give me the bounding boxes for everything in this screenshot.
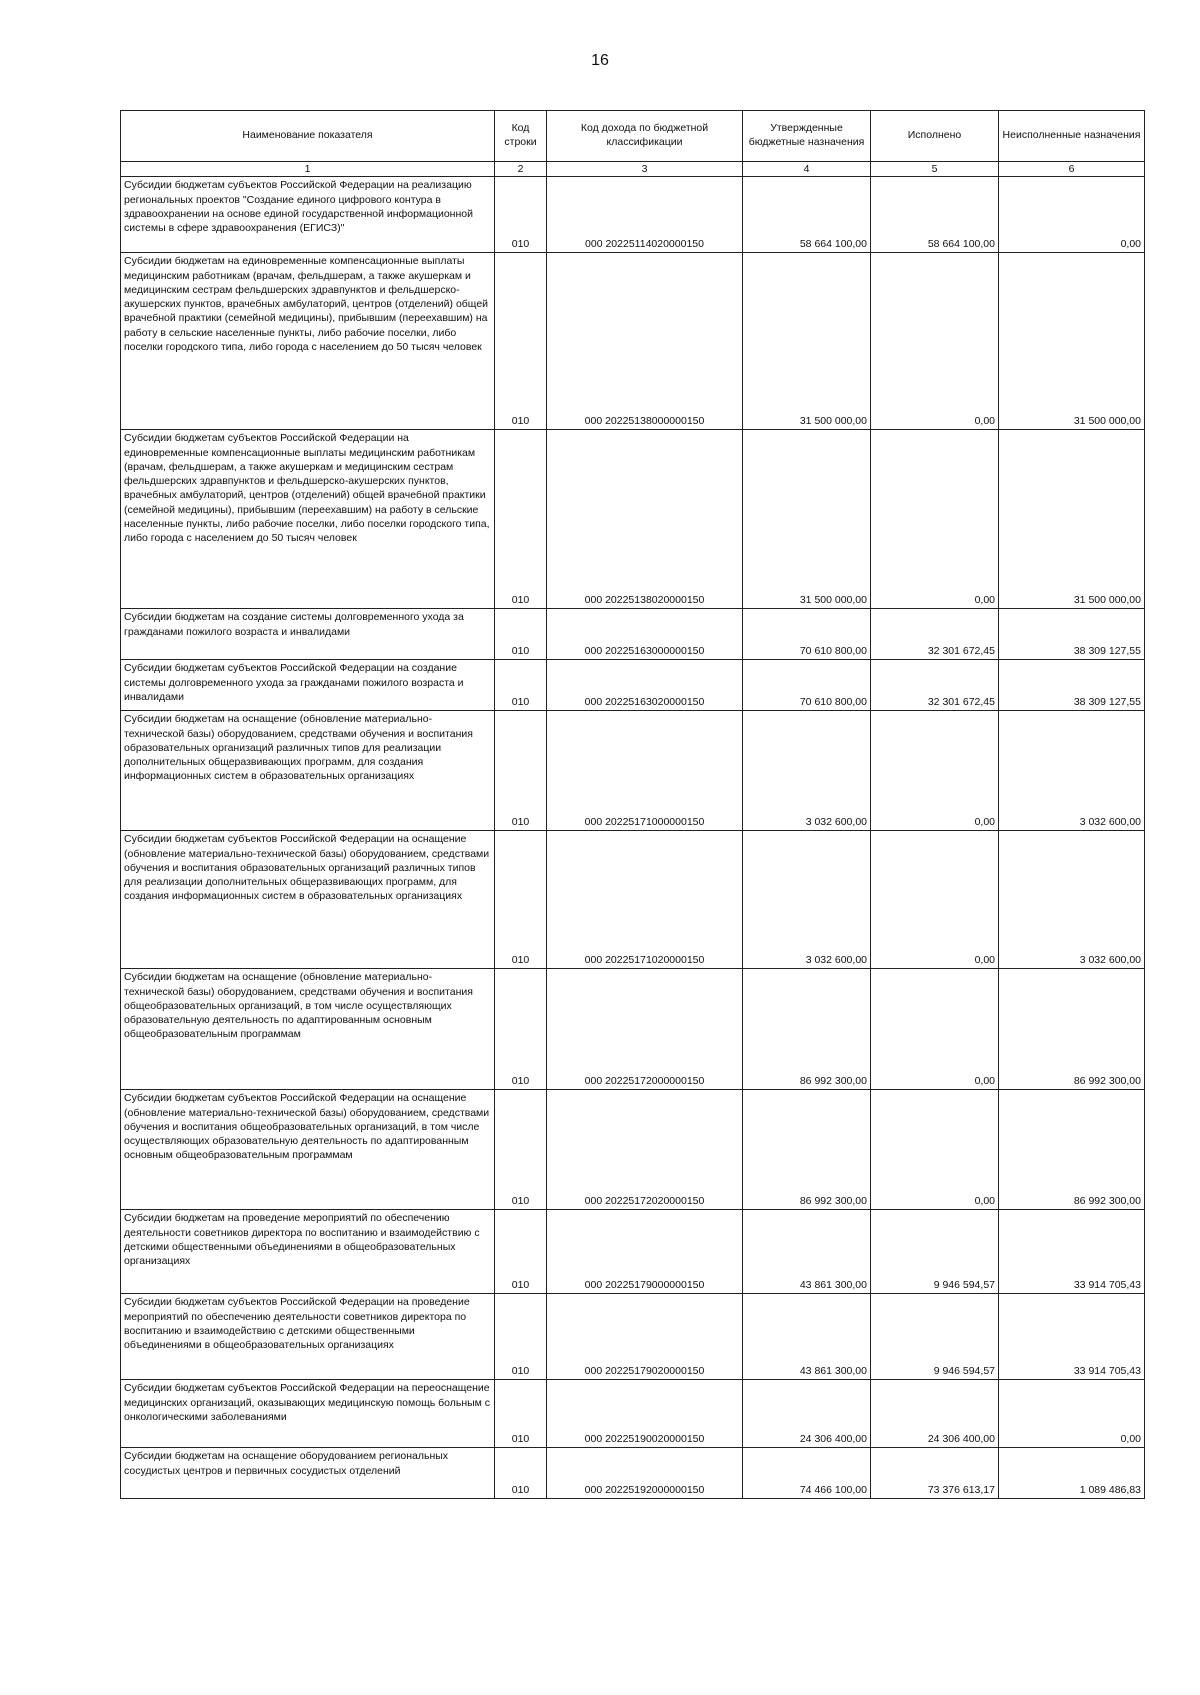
approved-cell: 3 032 600,00 — [743, 831, 871, 969]
line-code-cell: 010 — [495, 660, 547, 711]
table-row — [121, 1294, 1145, 1380]
line-code-cell: 010 — [495, 430, 547, 609]
executed-cell: 0,00 — [871, 969, 999, 1090]
unexecuted-cell: 31 500 000,00 — [999, 430, 1145, 609]
line-code-cell: 010 — [495, 711, 547, 831]
income-code-cell: 000 20225179000000150 — [547, 1210, 743, 1294]
line-code-cell: 010 — [495, 969, 547, 1090]
income-code-cell: 000 20225163000000150 — [547, 609, 743, 660]
executed-cell: 0,00 — [871, 831, 999, 969]
table-row — [121, 1380, 1145, 1448]
unexecuted-cell: 1 089 486,83 — [999, 1448, 1145, 1499]
unexecuted-cell: 33 914 705,43 — [999, 1210, 1145, 1294]
indicator-name-cell: Субсидии бюджетам субъектов Российской Федерации на оснащение (обновление материально-технической базы) оборудованием, средствами обучения и воспитания общеобразовательных организаций, в том числе осуществляющих образовательную деятельность по адаптированным основным общеобразовательным программам — [121, 1090, 495, 1210]
income-code-cell: 000 20225163020000150 — [547, 660, 743, 711]
unexecuted-cell: 33 914 705,43 — [999, 1294, 1145, 1380]
income-code-cell: 000 20225171000000150 — [547, 711, 743, 831]
income-code-cell: 000 20225192000000150 — [547, 1448, 743, 1499]
approved-cell: 86 992 300,00 — [743, 969, 871, 1090]
page-number: 16 — [591, 52, 609, 69]
line-code-cell: 010 — [495, 1380, 547, 1448]
executed-cell: 58 664 100,00 — [871, 177, 999, 253]
column-number-row — [121, 162, 1145, 177]
approved-cell: 43 861 300,00 — [743, 1294, 871, 1380]
executed-cell: 9 946 594,57 — [871, 1294, 999, 1380]
header-line-code: Код строки — [495, 111, 547, 162]
line-code-cell: 010 — [495, 609, 547, 660]
unexecuted-cell: 0,00 — [999, 177, 1145, 253]
approved-cell: 3 032 600,00 — [743, 711, 871, 831]
line-code-cell: 010 — [495, 1090, 547, 1210]
column-number: 1 — [121, 162, 495, 177]
table-row — [121, 1448, 1145, 1499]
indicator-name-cell: Субсидии бюджетам субъектов Российской Федерации на проведение мероприятий по обеспечению деятельности советников директора по воспитанию и взаимодействию с детскими общественными объединениями в общеобразовательных организациях — [121, 1294, 495, 1380]
executed-cell: 0,00 — [871, 1090, 999, 1210]
indicator-name-cell: Субсидии бюджетам на оснащение (обновление материально-технической базы) оборудованием, средствами обучения и воспитания образовательных организаций различных типов для реализации дополнительных общеразвивающих программ, для создания информационных систем в образовательных организациях — [121, 711, 495, 831]
table-row — [121, 609, 1145, 660]
line-code-cell: 010 — [495, 831, 547, 969]
table-row — [121, 1210, 1145, 1294]
executed-cell: 0,00 — [871, 430, 999, 609]
table-row — [121, 711, 1145, 831]
indicator-name-cell: Субсидии бюджетам на проведение мероприятий по обеспечению деятельности советников директора по воспитанию и взаимодействию с детскими общественными объединениями в общеобразовательных организациях — [121, 1210, 495, 1294]
income-code-cell: 000 20225138020000150 — [547, 430, 743, 609]
column-number: 5 — [871, 162, 999, 177]
income-code-cell: 000 20225172000000150 — [547, 969, 743, 1090]
approved-cell: 24 306 400,00 — [743, 1380, 871, 1448]
approved-cell: 58 664 100,00 — [743, 177, 871, 253]
approved-cell: 74 466 100,00 — [743, 1448, 871, 1499]
approved-cell: 86 992 300,00 — [743, 1090, 871, 1210]
unexecuted-cell: 0,00 — [999, 1380, 1145, 1448]
executed-cell: 32 301 672,45 — [871, 609, 999, 660]
table-row — [121, 969, 1145, 1090]
header-executed: Исполнено — [871, 111, 999, 162]
unexecuted-cell: 38 309 127,55 — [999, 660, 1145, 711]
table-row — [121, 253, 1145, 430]
column-number: 2 — [495, 162, 547, 177]
executed-cell: 73 376 613,17 — [871, 1448, 999, 1499]
income-code-cell: 000 20225114020000150 — [547, 177, 743, 253]
indicator-name-cell: Субсидии бюджетам на оснащение оборудованием региональных сосудистых центров и первичных сосудистых отделений — [121, 1448, 495, 1499]
indicator-name-cell: Субсидии бюджетам субъектов Российской Федерации на переоснащение медицинских организаций, оказывающих медицинскую помощь больным с онкологическими заболеваниями — [121, 1380, 495, 1448]
table-row — [121, 430, 1145, 609]
table-row — [121, 177, 1145, 253]
line-code-cell: 010 — [495, 177, 547, 253]
indicator-name-cell: Субсидии бюджетам субъектов Российской Федерации на создание системы долговременного ухода за гражданами пожилого возраста и инвалидами — [121, 660, 495, 711]
approved-cell: 70 610 800,00 — [743, 609, 871, 660]
executed-cell: 0,00 — [871, 253, 999, 430]
table-row — [121, 1090, 1145, 1210]
line-code-cell: 010 — [495, 1210, 547, 1294]
line-code-cell: 010 — [495, 1294, 547, 1380]
indicator-name-cell: Субсидии бюджетам субъектов Российской Федерации на оснащение (обновление материально-технической базы) оборудованием, средствами обучения и воспитания образовательных организаций различных типов для реализации дополнительных общеразвивающих программ, для создания информационных систем в образовательных организациях — [121, 831, 495, 969]
unexecuted-cell: 3 032 600,00 — [999, 711, 1145, 831]
table-row — [121, 660, 1145, 711]
unexecuted-cell: 38 309 127,55 — [999, 609, 1145, 660]
executed-cell: 0,00 — [871, 711, 999, 831]
header-approved: Утвержденные бюджетные назначения — [743, 111, 871, 162]
executed-cell: 32 301 672,45 — [871, 660, 999, 711]
column-number: 3 — [547, 162, 743, 177]
approved-cell: 43 861 300,00 — [743, 1210, 871, 1294]
line-code-cell: 010 — [495, 253, 547, 430]
column-number: 4 — [743, 162, 871, 177]
table-row — [121, 831, 1145, 969]
indicator-name-cell: Субсидии бюджетам субъектов Российской Федерации на реализацию региональных проектов "Создание единого цифрового контура в здравоохранении на основе единой государственной информационной системы в сфере здравоохранения (ЕГИСЗ)" — [121, 177, 495, 253]
approved-cell: 70 610 800,00 — [743, 660, 871, 711]
indicator-name-cell: Субсидии бюджетам субъектов Российской Федерации на единовременные компенсационные выплаты медицинским работникам (врачам, фельдшерам, а также акушеркам и медицинским сестрам фельдшерских здравпунктов и фельдшерско-акушерских пунктов, врачебных амбулаторий, центров (отделений) общей врачебной практики (семейной медицины), прибывшим (переехавшим) на работу в сельские населенные пункты, либо рабочие поселки, либо поселки городского типа, либо города с населением до 50 тысяч человек — [121, 430, 495, 609]
income-code-cell: 000 20225190020000150 — [547, 1380, 743, 1448]
column-number: 6 — [999, 162, 1145, 177]
line-code-cell: 010 — [495, 1448, 547, 1499]
indicator-name-cell: Субсидии бюджетам на оснащение (обновление материально-технической базы) оборудованием, средствами обучения и воспитания общеобразовательных организаций, в том числе осуществляющих образовательную деятельность по адаптированным основным общеобразовательным программам — [121, 969, 495, 1090]
income-code-cell: 000 20225171020000150 — [547, 831, 743, 969]
unexecuted-cell: 86 992 300,00 — [999, 969, 1145, 1090]
unexecuted-cell: 3 032 600,00 — [999, 831, 1145, 969]
income-code-cell: 000 20225138000000150 — [547, 253, 743, 430]
header-indicator-name: Наименование показателя — [121, 111, 495, 162]
indicator-name-cell: Субсидии бюджетам на создание системы долговременного ухода за гражданами пожилого возраста и инвалидами — [121, 609, 495, 660]
executed-cell: 24 306 400,00 — [871, 1380, 999, 1448]
income-code-cell: 000 20225179020000150 — [547, 1294, 743, 1380]
executed-cell: 9 946 594,57 — [871, 1210, 999, 1294]
budget-report-table — [120, 110, 1145, 1499]
income-code-cell: 000 20225172020000150 — [547, 1090, 743, 1210]
header-income-code: Код дохода по бюджетной классификации — [547, 111, 743, 162]
unexecuted-cell: 86 992 300,00 — [999, 1090, 1145, 1210]
approved-cell: 31 500 000,00 — [743, 253, 871, 430]
indicator-name-cell: Субсидии бюджетам на единовременные компенсационные выплаты медицинским работникам (врачам, фельдшерам, а также акушеркам и медицинским сестрам фельдшерских здравпунктов и фельдшерско-акушерских пунктов, врачебных амбулаторий, центров (отделений) общей врачебной практики (семейной медицины), прибывшим (переехавшим) на работу в сельские населенные пункты, либо рабочие поселки, либо поселки городского типа, либо города с населением до 50 тысяч человек — [121, 253, 495, 430]
approved-cell: 31 500 000,00 — [743, 430, 871, 609]
header-row — [121, 111, 1145, 162]
header-unexecuted: Неисполненные назначения — [999, 111, 1145, 162]
unexecuted-cell: 31 500 000,00 — [999, 253, 1145, 430]
